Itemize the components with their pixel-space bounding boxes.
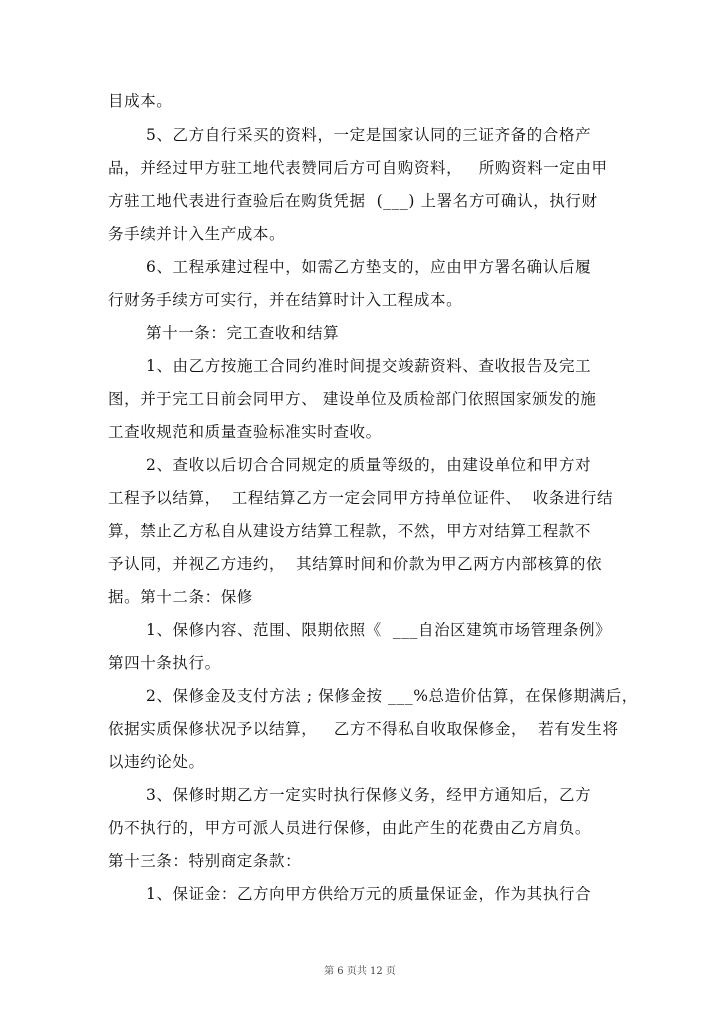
- page-footer: 第 6 页共 12 页: [324, 966, 396, 977]
- text-line: 1、由乙方按施工合同约准时间提交竣薪资料、查收报告及完工: [146, 357, 592, 375]
- text-line: 工查收规范和质量查验标准实时查收。: [108, 423, 382, 441]
- text-line: 务手续并计入生产成本。: [108, 225, 286, 243]
- text-line: 予认同，并视乙方违约， 其结算时间和价款为甲乙两方内部核算的依: [108, 555, 603, 573]
- text-line: 1、保修内容、范围、限期依照《 ___自治区建筑市场管理条例》: [146, 621, 612, 639]
- text-line: 5、乙方自行采买的资料，一定是国家认同的三证齐备的合格产: [146, 126, 592, 144]
- text-line: 行财务手续方可实行，并在结算时计入工程成本。: [108, 291, 463, 309]
- text-line: 1、保证金：乙方向甲方供给万元的质量保证金，作为其执行合: [146, 885, 592, 903]
- text-line: 仍不执行的，甲方可派人员进行保修，由此产生的花费由乙方肩负。: [108, 819, 592, 837]
- section-heading: 第十三条：特别商定条款：: [108, 852, 302, 870]
- text-line: 2、查收以后切合合同规定的质量等级的，由建设单位和甲方对: [146, 456, 592, 474]
- text-line: 方驻工地代表进行查验后在购货凭据 (___) 上署名方可确认，执行财: [108, 192, 598, 210]
- text-line: 算，禁止乙方私自从建设方结算工程款，不然，甲方对结算工程款不: [108, 522, 592, 540]
- text-line: 依据实质保修状况予以结算， 乙方不得私自收取保修金， 若有发生将: [108, 720, 619, 738]
- text-line: 据。第十二条：保修: [108, 588, 253, 606]
- text-line: 2、保修金及支付方法 ; 保修金按 ___%总造价估算，在保修期满后，: [146, 687, 638, 705]
- text-line: 第四十条执行。: [108, 654, 221, 672]
- text-line: 图，并于完工日前会同甲方、 建设单位及质检部门依照国家颁发的施: [108, 390, 597, 408]
- text-line: 工程予以结算， 工程结算乙方一定会同甲方持单位证件、 收条进行结: [108, 489, 614, 507]
- text-line: 目成本。: [108, 92, 173, 110]
- text-line: 6、工程承建过程中，如需乙方垫支的，应由甲方署名确认后履: [146, 258, 592, 276]
- text-line: 以违约论处。: [108, 753, 205, 771]
- section-heading: 第十一条：完工查收和结算: [146, 324, 340, 342]
- text-line: 3、保修时期乙方一定实时执行保修义务，经甲方通知后，乙方: [146, 786, 592, 804]
- text-line: 品，并经过甲方驻工地代表赞同后方可自购资料， 所购资料一定由甲: [108, 159, 608, 177]
